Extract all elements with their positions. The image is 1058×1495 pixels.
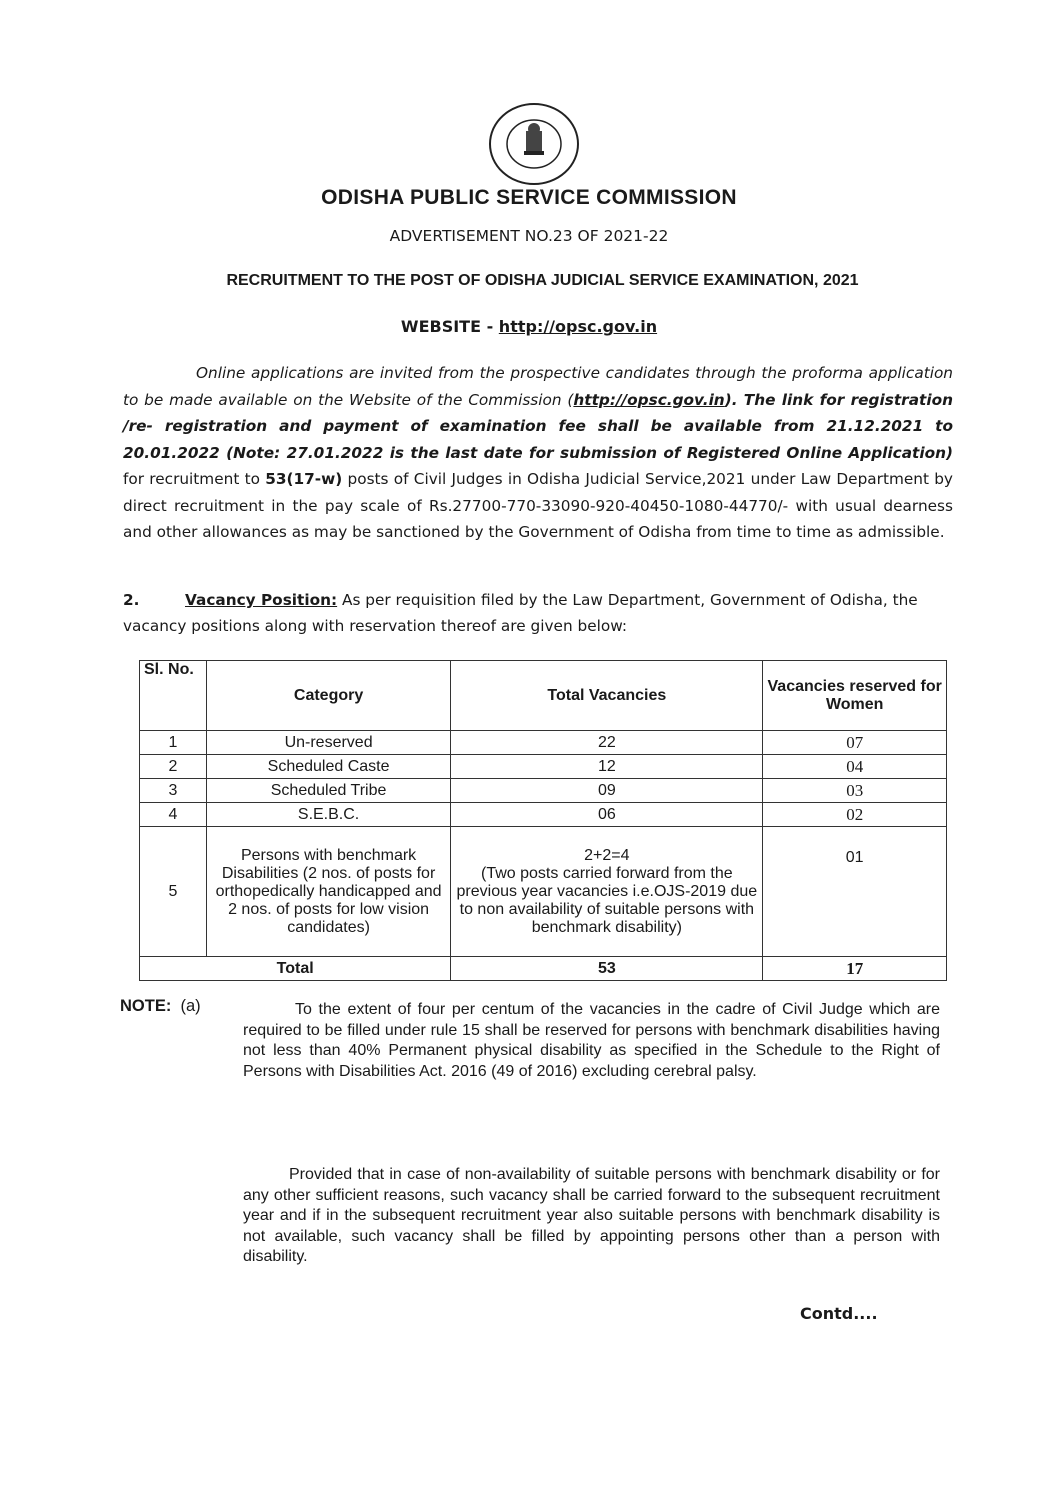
header-sl: Sl. No. bbox=[140, 661, 207, 731]
total-label: Total bbox=[140, 957, 451, 981]
header-total: Total Vacancies bbox=[451, 661, 763, 731]
vacancy-table bbox=[139, 660, 947, 981]
intro-text-3: for recruitment to bbox=[123, 470, 266, 488]
total-women: 17 bbox=[763, 957, 947, 981]
cell-women: 01 bbox=[763, 827, 947, 957]
seal-emblem-icon bbox=[486, 101, 582, 187]
contd-label: Contd.... bbox=[800, 1304, 878, 1323]
intro-paragraph bbox=[123, 360, 953, 546]
commission-title: ODISHA PUBLIC SERVICE COMMISSION bbox=[321, 186, 737, 209]
cell-sl: 3 bbox=[140, 779, 207, 803]
cell-women: 07 bbox=[763, 731, 947, 755]
cell-total bbox=[451, 827, 763, 957]
table-row bbox=[140, 803, 947, 827]
intro-posts: 53(17-w) bbox=[265, 470, 343, 488]
cell-total: 22 bbox=[451, 731, 763, 755]
commission-seal bbox=[486, 101, 582, 187]
header-women: Vacancies reserved for Women bbox=[763, 661, 947, 731]
cell-total-line2: (Two posts carried forward from the previous year vacancies i.e.OJS-2019 due to non availability of suitable persons with benchmark disability) bbox=[456, 864, 758, 936]
cell-sl: 1 bbox=[140, 731, 207, 755]
cell-category: Un-reserved bbox=[206, 731, 450, 755]
section-text: As per requisition filed by the Law Department, Government of Odisha, the vacancy positions along with reservation thereof are given below: bbox=[123, 591, 918, 635]
cell-sl: 2 bbox=[140, 755, 207, 779]
intro-link[interactable]: http://opsc.gov.in bbox=[573, 390, 725, 409]
intro-text-4: posts of Civil Judges in Odisha Judicial Service,2021 under Law Department by direct recruitment in the pay scale of Rs.27700-770-33090-920-40450-1080-44770/- with usual dearness and other allowances as may be sanctioned by the Government of Odisha from time to time as admissible. bbox=[123, 470, 953, 541]
cell-total: 09 bbox=[451, 779, 763, 803]
cell-total: 06 bbox=[451, 803, 763, 827]
note-proviso: Provided that in case of non-availability of suitable persons with benchmark disability or for any other sufficient reasons, such vacancy shall be carried forward to the subsequent recruitment year and if in the subsequent recruitment year also suitable persons with benchmark disability is not available, such vacancy shall be filled by appointing persons other than a person with disability. bbox=[243, 1166, 940, 1265]
note-title: NOTE: bbox=[120, 997, 172, 1015]
note-label bbox=[120, 997, 201, 1016]
cell-total-line1: 2+2=4 bbox=[584, 846, 630, 864]
vacancy-section bbox=[123, 587, 948, 639]
cell-category: S.E.B.C. bbox=[206, 803, 450, 827]
website-label: WEBSITE - bbox=[400, 317, 499, 336]
note-item: (a) bbox=[180, 997, 201, 1015]
cell-sl: 4 bbox=[140, 803, 207, 827]
website-line bbox=[0, 317, 1058, 336]
table-row bbox=[140, 779, 947, 803]
cell-women: 02 bbox=[763, 803, 947, 827]
intro-text-1: Online applications are invited from the prospective candidates through the proforma application to be made available on the Website of the Commission ( bbox=[123, 364, 953, 409]
table-row bbox=[140, 755, 947, 779]
section-number: 2. bbox=[123, 591, 140, 609]
cell-category: Scheduled Tribe bbox=[206, 779, 450, 803]
cell-category: Scheduled Caste bbox=[206, 755, 450, 779]
cell-total: 12 bbox=[451, 755, 763, 779]
table-header-row bbox=[140, 661, 947, 731]
cell-women: 03 bbox=[763, 779, 947, 803]
advertisement-number: ADVERTISEMENT NO.23 OF 2021-22 bbox=[389, 227, 669, 245]
total-value: 53 bbox=[451, 957, 763, 981]
table-total-row bbox=[140, 957, 947, 981]
intro-bold-italic: The link for registration /re- registration and payment of examination fee shall be available from 21.12.2021 to 20.01.2022 (Note: 27.01.2022 is the last date for submission of Registered Online Application) bbox=[123, 390, 953, 462]
section-heading: Vacancy Position: bbox=[185, 591, 338, 609]
note-paragraph-a: To the extent of four per centum of the vacancies in the cadre of Civil Judge which are required to be filled under rule 15 shall be reserved for persons with benchmark disabilities having not less than 40% Permanent physical disability as specified in the Schedule to the Right of Persons with Disabilities Act. 2016 (49 of 2016) excluding cerebral palsy. bbox=[243, 1001, 940, 1080]
intro-text-2: ). bbox=[724, 390, 744, 409]
cell-sl: 5 bbox=[140, 827, 207, 957]
table-row bbox=[140, 827, 947, 957]
header-category: Category bbox=[206, 661, 450, 731]
cell-category: Persons with benchmark Disabilities (2 nos. of posts for orthopedically handicapped and 2 nos. of posts for low vision candidates) bbox=[206, 827, 450, 957]
website-link[interactable]: http://opsc.gov.in bbox=[498, 317, 658, 336]
cell-women: 04 bbox=[763, 755, 947, 779]
table-row bbox=[140, 731, 947, 755]
post-title: RECRUITMENT TO THE POST OF ODISHA JUDICIAL SERVICE EXAMINATION, 2021 bbox=[226, 272, 859, 289]
